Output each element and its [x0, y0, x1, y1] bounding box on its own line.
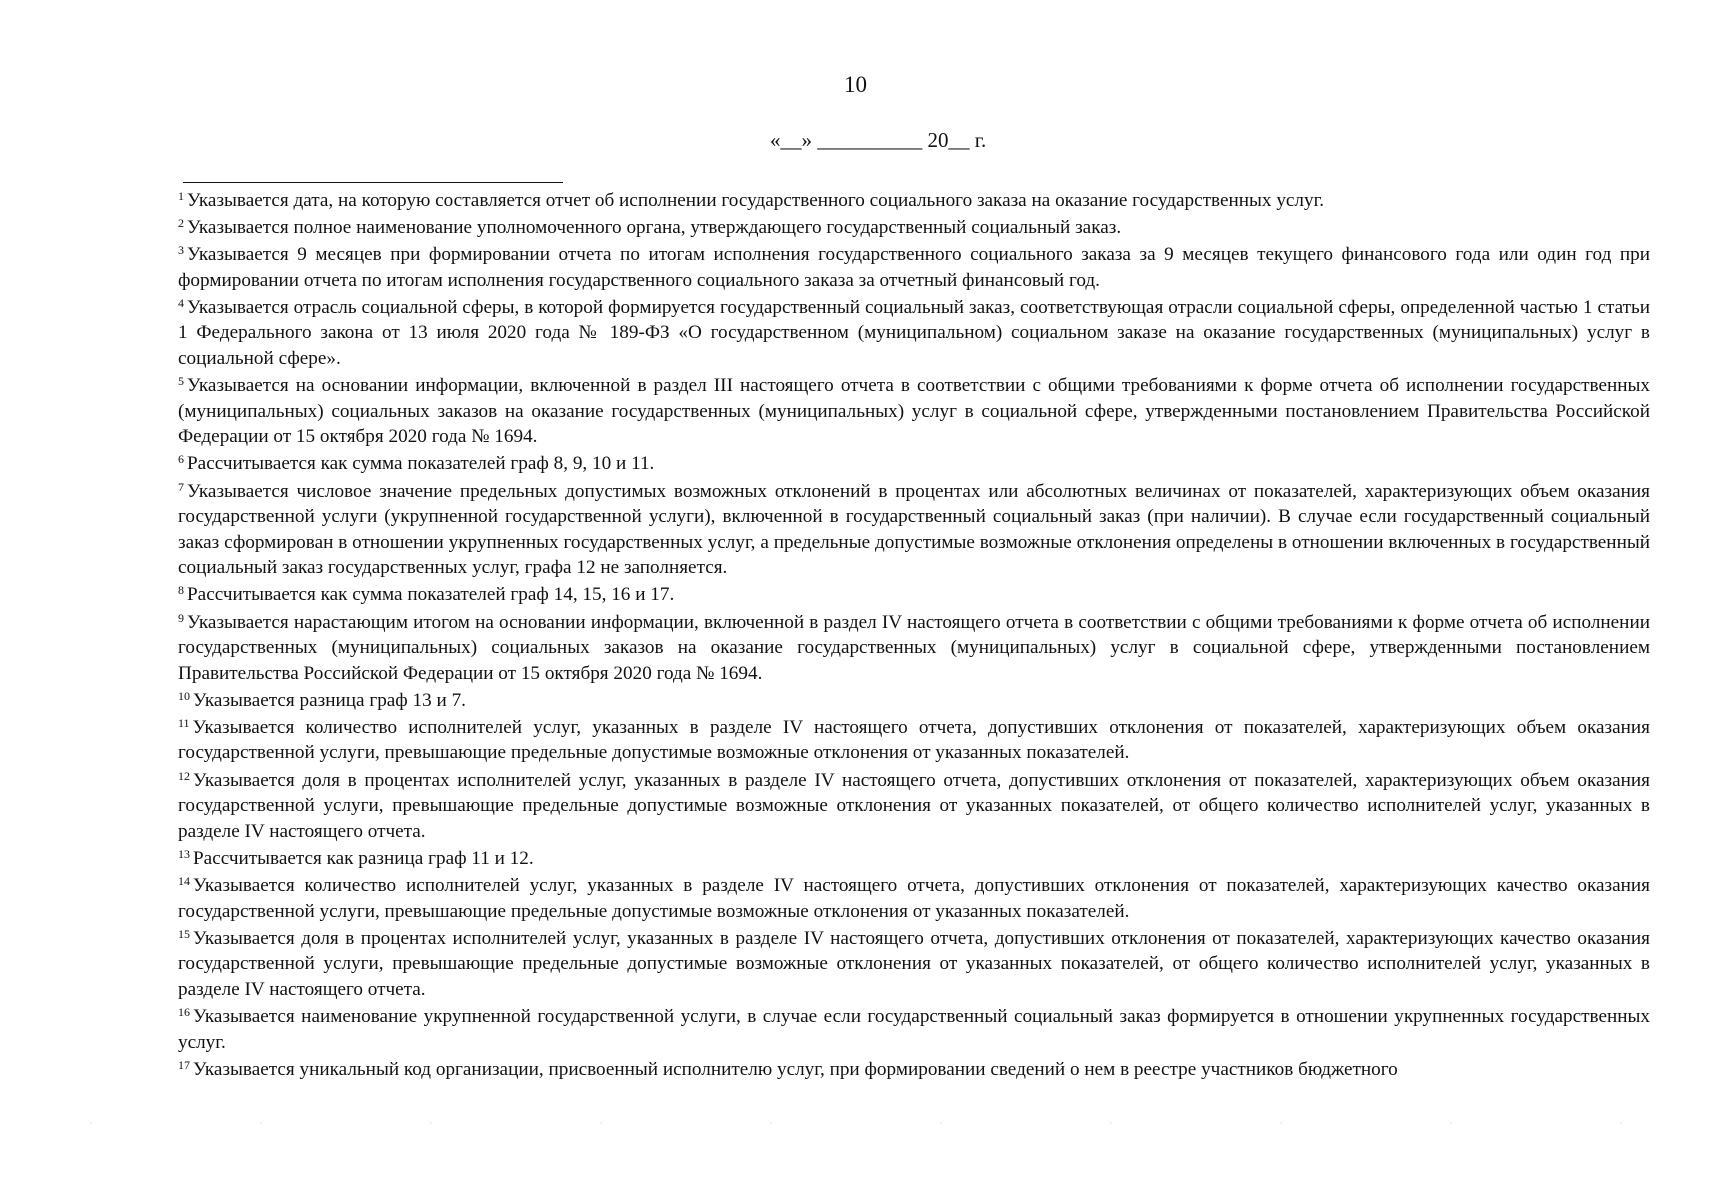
footnote-text: Указывается количество исполнителей услуг, указанных в разделе IV настоящего отчета, допустивших отклонения от показателей, характеризующих качество оказания государственной услуги, превышающие предельные допустимые возможные отклонения от указанных показателей.	[178, 874, 1650, 922]
footnote-2	[178, 215, 1650, 241]
footnote-text: Указывается 9 месяцев при формировании отчета по итогам исполнения государственного социального заказа за 9 месяцев текущего финансового года или один год при формировании отчета по итогам исполнения государственного социального заказа за отчетный финансовый год.	[178, 244, 1650, 291]
footnote-mark: 13	[178, 846, 190, 861]
footnote-12	[178, 768, 1650, 845]
footnote-mark: 2	[178, 216, 184, 231]
footnote-text: Указывается числовое значение предельных допустимых возможных отклонений в процентах или абсолютных величинах от показателей, характеризующих объем оказания государственной услуги (укрупненной государственной услуги), включенной в государственный социальный заказ (при наличии). В случае если государственный социальный заказ сформирован в отношении укрупненных государственных услуг, а предельные допустимые возможные отклонения определены в отношении включенных в государственный социальный заказ государственных услуг, графа 12 не заполняется.	[178, 480, 1650, 579]
footnotes-block	[178, 188, 1650, 1084]
footnote-16	[178, 1004, 1650, 1055]
footnote-13	[178, 846, 1650, 872]
footnote-text: Рассчитывается как сумма показателей граф 8, 9, 10 и 11.	[187, 453, 655, 475]
footnote-text: Указывается доля в процентах исполнителей услуг, указанных в разделе IV настоящего отчета, допустивших отклонения от показателей, характеризующих объем оказания государственной услуги, превышающие предельные допустимые возможные отклонения от указанных показателей, от общего количество исполнителей услуг, указанных в разделе IV настоящего отчета.	[178, 769, 1650, 842]
footnote-text: Рассчитывается как разница граф 11 и 12.	[193, 847, 534, 869]
footnote-text: Указывается полное наименование уполномоченного органа, утверждающего государственный социальный заказ.	[187, 217, 1122, 239]
footnote-text: Указывается доля в процентах исполнителей услуг, указанных в разделе IV настоящего отчета, допустивших отклонения от показателей, характеризующих качество оказания государственной услуги, превышающие предельные допустимые возможные отклонения от указанных показателей, от общего количество исполнителей услуг, указанных в разделе IV настоящего отчета.	[178, 927, 1650, 1000]
footnote-10	[178, 688, 1650, 714]
footnote-9	[178, 610, 1650, 687]
footnote-mark: 11	[178, 715, 190, 730]
footnote-mark: 7	[178, 479, 184, 494]
footnote-text: Указывается разница граф 13 и 7.	[193, 689, 466, 711]
footnote-1	[178, 188, 1650, 214]
footnote-text: Указывается наименование укрупненной государственной услуги, в случае если государственный социальный заказ формируется в отношении укрупненных государственных услуг.	[178, 1005, 1650, 1053]
footnote-separator	[183, 182, 563, 183]
footnote-5	[178, 373, 1650, 450]
footnote-mark: 3	[178, 243, 184, 258]
footnote-17	[178, 1057, 1650, 1083]
footnote-3	[178, 242, 1650, 293]
date-line: «__» __________ 20__ г.	[770, 128, 987, 152]
footnote-mark: 14	[178, 873, 190, 888]
footnote-6	[178, 451, 1650, 477]
footnote-7	[178, 479, 1650, 581]
footnote-mark: 16	[178, 1004, 190, 1019]
footnote-text: Указывается количество исполнителей услуг, указанных в разделе IV настоящего отчета, допустивших отклонения от показателей, характеризующих объем оказания государственной услуги, превышающие предельные допустимые возможные отклонения от указанных показателей.	[178, 716, 1650, 764]
scan-artifact-line	[0, 1122, 1711, 1124]
footnote-mark: 17	[178, 1057, 190, 1072]
footnote-text: Указывается отрасль социальной сферы, в которой формируется государственный социальный заказ, соответствующая отрасли социальной сферы, определенной частью 1 статьи 1 Федерального закона от 13 июля 2020 года № 189-ФЗ «О государственном (муниципальном) социальном заказе на оказание государственных (муниципальных) услуг в социальной сфере».	[178, 296, 1650, 370]
footnote-text: Указывается дата, на которую составляется отчет об исполнении государственного социального заказа на оказание государственных услуг.	[187, 190, 1325, 211]
footnote-mark: 10	[178, 688, 190, 703]
footnote-4	[178, 295, 1650, 372]
footnote-mark: 15	[178, 926, 190, 941]
footnote-text: Рассчитывается как сумма показателей граф 14, 15, 16 и 17.	[187, 584, 675, 606]
footnote-8	[178, 582, 1650, 608]
footnote-11	[178, 715, 1650, 766]
footnote-mark: 6	[178, 452, 184, 467]
footnote-15	[178, 926, 1650, 1003]
footnote-14	[178, 873, 1650, 924]
footnote-mark: 4	[178, 295, 184, 310]
page-number: 10	[844, 72, 867, 97]
footnote-mark: 8	[178, 583, 184, 598]
footnote-mark: 12	[178, 768, 190, 783]
footnote-mark: 1	[178, 189, 184, 203]
footnote-mark: 5	[178, 374, 184, 389]
footnote-mark: 9	[178, 610, 184, 625]
footnote-text: Указывается на основании информации, включенной в раздел III настоящего отчета в соответствии с общими требованиями к форме отчета об исполнении государственных (муниципальных) социальных заказов на оказание государственных (муниципальных) услуг в социальной сфере, утвержденными постановлением Правительства Российской Федерации от 15 октября 2020 года № 1694.	[178, 375, 1650, 448]
footnote-text: Указывается уникальный код организации, присвоенный исполнителю услуг, при формировании сведений о нем в реестре участников бюджетного	[193, 1058, 1398, 1080]
footnote-text: Указывается нарастающим итогом на основании информации, включенной в раздел IV настоящего отчета в соответствии с общими требованиями к форме отчета об исполнении государственных (муниципальных) социальных заказов на оказание государственных (муниципальных) услуг в социальной сфере, утвержденными постановлением Правительства Российской Федерации от 15 октября 2020 года № 1694.	[178, 611, 1650, 684]
